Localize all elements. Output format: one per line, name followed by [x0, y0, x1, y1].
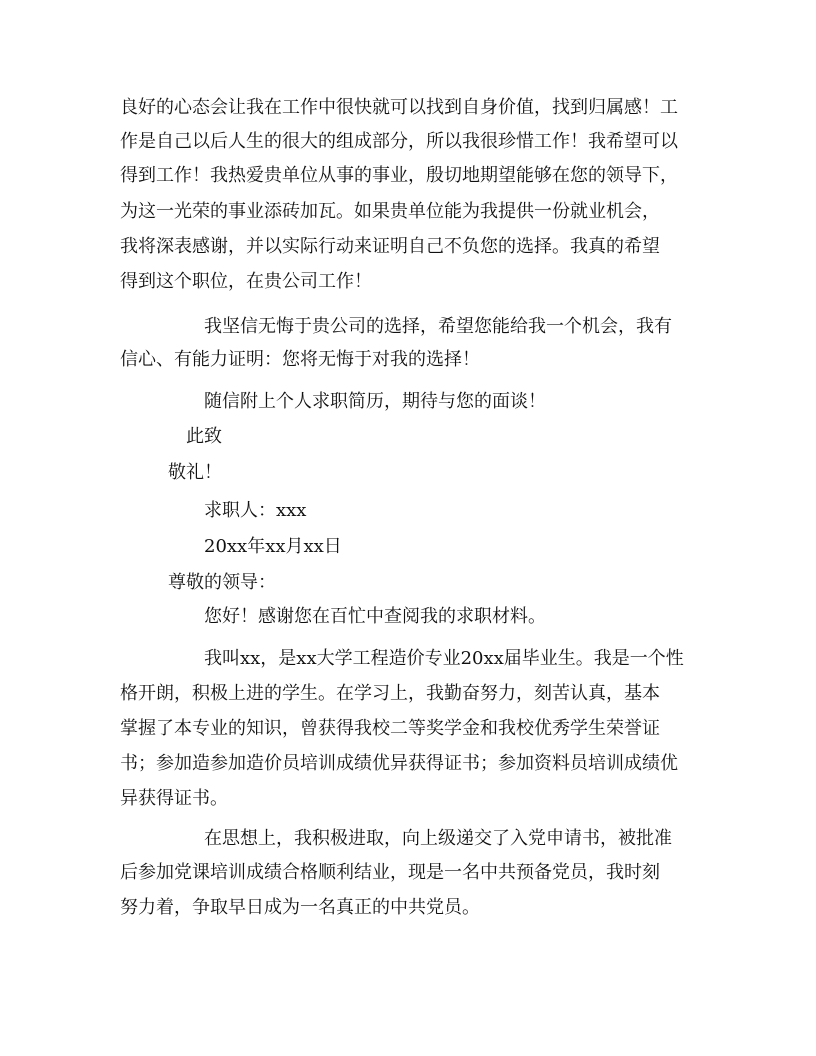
- paragraph-1-line-1: 良好的心态会让我在工作中很快就可以找到自身价值，找到归属感！工: [120, 97, 678, 118]
- greeting-line: 您好！感谢您在百忙中查阅我的求职材料。: [204, 606, 546, 627]
- paragraph-2-line-2: 信心、有能力证明：您将无悔于对我的选择！: [120, 349, 480, 370]
- closing-line-2: 敬礼！: [168, 462, 222, 483]
- paragraph-3-line-5: 异获得证书。: [120, 788, 228, 809]
- paragraph-1-line-5: 我将深表感谢，并以实际行动来证明自己不负您的选择。我真的希望: [120, 236, 660, 257]
- paragraph-3-line-1: 我叫xx，是xx大学工程造价专业20xx届毕业生。我是一个性: [204, 648, 684, 669]
- paragraph-1-line-2: 作是自己以后人生的很大的组成部分，所以我很珍惜工作！我希望可以: [120, 131, 678, 152]
- paragraph-1-line-3: 得到工作！我热爱贵单位从事的事业，殷切地期望能够在您的领导下，: [120, 165, 678, 186]
- paragraph-3-line-4: 书；参加造参加造价员培训成绩优异获得证书；参加资料员培训成绩优: [120, 753, 678, 774]
- salutation-line: 尊敬的领导：: [168, 572, 276, 593]
- paragraph-3-line-2: 格开朗，积极上进的学生。在学习上，我勤奋努力，刻苦认真，基本: [120, 683, 660, 704]
- paragraph-4-line-2: 后参加党课培训成绩合格顺利结业，现是一名中共预备党员，我时刻: [120, 862, 660, 883]
- paragraph-3-line-3: 掌握了本专业的知识，曾获得我校二等奖学金和我校优秀学生荣誉证: [120, 718, 660, 739]
- date-line: 20xx年xx月xx日: [204, 536, 342, 557]
- closing-line-1: 此致: [186, 426, 222, 447]
- attachment-line: 随信附上个人求职简历，期待与您的面谈！: [204, 391, 546, 412]
- signature-line: 求职人：xxx: [204, 500, 307, 521]
- paragraph-1-line-4: 为这一光荣的事业添砖加瓦。如果贵单位能为我提供一份就业机会，: [120, 201, 660, 222]
- paragraph-4-line-3: 努力着，争取早日成为一名真正的中共党员。: [120, 897, 480, 918]
- paragraph-2-line-1: 我坚信无悔于贵公司的选择，希望您能给我一个机会，我有: [204, 316, 672, 337]
- paragraph-4-line-1: 在思想上，我积极进取，向上级递交了入党申请书，被批准: [204, 828, 672, 849]
- paragraph-1-line-6: 得到这个职位，在贵公司工作！: [120, 271, 372, 292]
